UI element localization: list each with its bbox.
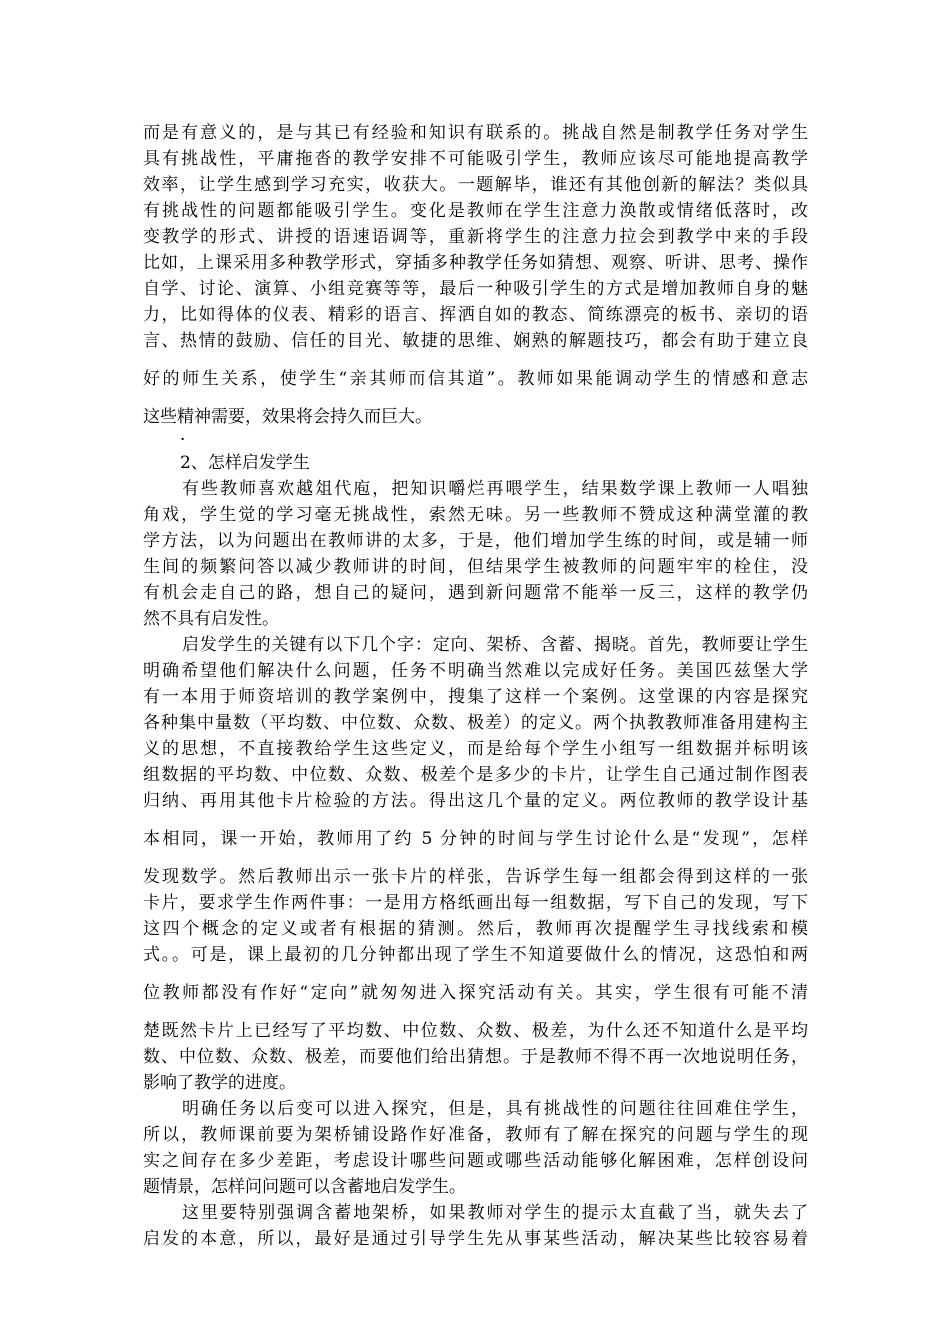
paragraph-start-line: 明确任务以后变可以进入探究，但是，具有挑战性的问题往往回难住学生， <box>182 1099 808 1119</box>
text-line: 好的师生关系，使学生“亲其师而信其道”。教师如果能调动学生的情感和意志 <box>143 369 808 389</box>
text-line: 比如，上课采用多种教学形式，穿插多种教学任务如猜想、观察、听讲、思考、操作 <box>143 253 808 273</box>
text-line: 生间的频繁问答以减少教师讲的时间，但结果学生被教师的问题牢牢的栓住，没 <box>143 557 808 577</box>
text-line: 所以，教师课前要为架桥铺设路作好准备，教师有了解在探究的问题与学生的现 <box>143 1125 808 1145</box>
paragraph-start-line: 启发学生的关键有以下几个字：定向、架桥、含蓄、揭晓。首先，教师要让学生 <box>182 635 808 655</box>
text-line: 数、中位数、众数、极差，而要他们给出猜想。于是教师不得不再一次地说明任务， <box>143 1047 808 1067</box>
text-line: 实之间存在多少差距，考虑设计哪些问题或哪些活动能够化解困难，怎样创设问 <box>143 1151 808 1171</box>
text-line: 这四个概念的定义或者有根据的猜测。然后，教师再次提醒学生寻找线索和模 <box>143 919 808 939</box>
text-line: 各种集中量数（平均数、中位数、众数、极差）的定义。两个执教教师准备用建构主 <box>143 713 808 733</box>
text-line: 角戏，学生觉的学习毫无挑战性，索然无味。另一些教师不赞成这种满堂灌的教 <box>143 505 808 525</box>
text-line: 言、热情的鼓励、信任的目光、敏捷的思维、娴熟的解题技巧，都会有助于建立良 <box>143 331 808 351</box>
paragraph-start-line: 有些教师喜欢越俎代庖，把知识嚼烂再喂学生，结果数学课上教师一人唱独 <box>182 479 808 499</box>
text-line: 有一本用于师资培训的教学案例中，搜集了这样一个案例。这堂课的内容是探究 <box>143 687 808 707</box>
text-line: 明确希望他们解决什么问题，任务不明确当然难以完成好任务。美国匹兹堡大学 <box>143 661 808 681</box>
section-heading: 2、怎样启发学生 <box>180 453 310 473</box>
text-line: 自学、讨论、演算、小组竞赛等等，最后一种吸引学生的方式是增加教师自身的魅 <box>143 279 808 299</box>
text-line: 有挑战性的问题都能吸引学生。变化是教师在学生注意力涣散或情绪低落时，改 <box>143 201 808 221</box>
text-line: 题情景，怎样问问题可以含蓄地启发学生。 <box>143 1177 466 1197</box>
bullet-dot: · <box>180 430 186 450</box>
paragraph-start-line: 这里要特别强调含蓄地架桥，如果教师对学生的提示太直截了当，就失去了 <box>182 1203 808 1223</box>
text-line: 有机会走自己的路，想自己的疑问，遇到新问题常不能举一反三，这样的教学仍 <box>143 583 808 603</box>
text-line: 学方法，以为问题出在教师讲的太多，于是，他们增加学生练的时间，或是辅一师 <box>143 531 808 551</box>
text-line: 影响了教学的进度。 <box>143 1073 296 1093</box>
text-line: 卡片，要求学生作两件事：一是用方格纸画出每一组数据，写下自己的发现，写下 <box>143 893 808 913</box>
text-line: 组数据的平均数、中位数、众数、极差个是多少的卡片，让学生自己通过制作图表 <box>143 765 808 785</box>
text-line: 楚既然卡片上已经写了平均数、中位数、众数、极差，为什么还不知道什么是平均 <box>143 1021 808 1041</box>
text-line: 而是有意义的，是与其已有经验和知识有联系的。挑战自然是制教学任务对学生 <box>143 123 808 143</box>
text-line: 义的思想，不直接教给学生这些定义，而是给每个学生小组写一组数据并标明该 <box>143 739 808 759</box>
text-line: 本相同，课一开始，教师用了约 5 分钟的时间与学生讨论什么是“发现”，怎样 <box>143 829 808 849</box>
text-line: 效率，让学生感到学习充实，收获大。一题解毕，谁还有其他创新的解法？类似具 <box>143 175 808 195</box>
text-line: 归纳、再用其他卡片检验的方法。得出这几个量的定义。两位教师的教学设计基 <box>143 791 808 811</box>
text-line: 启发的本意，所以，最好是通过引导学生先从事某些活动，解决某些比较容易着 <box>143 1229 808 1249</box>
text-line: 这些精神需要，效果将会持久而巨大。 <box>143 407 432 427</box>
text-line: 发现数学。然后教师出示一张卡片的样张，告诉学生每一组都会得到这样的一张 <box>143 867 808 887</box>
text-line: 然不具有启发性。 <box>143 609 279 629</box>
text-line: 位教师都没有作好“定向”就匆匆进入探究活动有关。其实，学生很有可能不清 <box>143 983 808 1003</box>
document-page <box>143 120 808 1252</box>
text-line: 力，比如得体的仪表、精彩的语言、挥洒自如的教态、简练漂亮的板书、亲切的语 <box>143 305 808 325</box>
text-line: 变教学的形式、讲授的语速语调等，重新将学生的注意力拉会到教学中来的手段 <box>143 227 808 247</box>
text-line: 具有挑战性，平庸拖沓的教学安排不可能吸引学生，教师应该尽可能地提高教学 <box>143 149 808 169</box>
text-line: 式。。可是，课上最初的几分钟都出现了学生不知道要做什么的情况，这恐怕和两 <box>143 945 808 965</box>
